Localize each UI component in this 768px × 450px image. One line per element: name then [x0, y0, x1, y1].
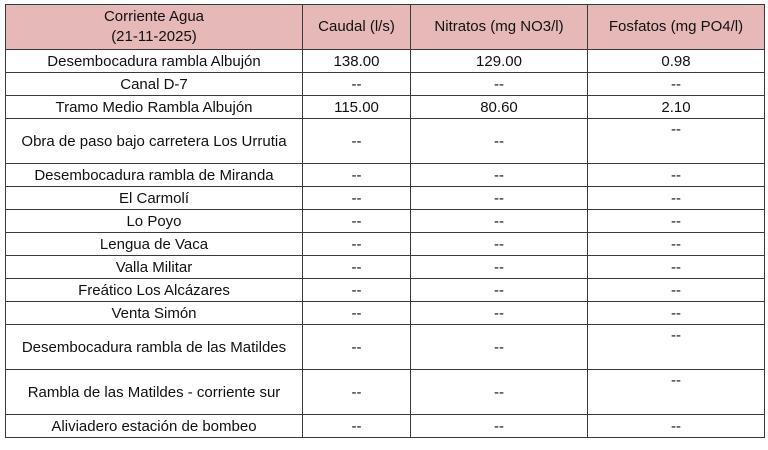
cell-location: Tramo Medio Rambla Albujón [6, 96, 303, 119]
cell-caudal: -- [303, 210, 411, 233]
table-row [6, 256, 765, 279]
cell-caudal: -- [303, 370, 411, 415]
header-location-date: (21-11-2025) [111, 28, 197, 45]
cell-nitratos: -- [411, 302, 588, 325]
table-row [6, 50, 765, 73]
cell-location: Desembocadura rambla Albujón [6, 50, 303, 73]
cell-caudal: -- [303, 73, 411, 96]
table-row [6, 279, 765, 302]
water-quality-table [5, 4, 765, 438]
cell-location: Freático Los Alcázares [6, 279, 303, 302]
cell-location: El Carmolí [6, 187, 303, 210]
cell-nitratos: -- [411, 73, 588, 96]
cell-fosfatos: -- [588, 73, 765, 96]
cell-nitratos: 80.60 [411, 96, 588, 119]
table-row [6, 210, 765, 233]
table-row [6, 302, 765, 325]
header-caudal: Caudal (l/s) [303, 5, 411, 50]
cell-nitratos: -- [411, 187, 588, 210]
header-fosfatos: Fosfatos (mg PO4/l) [588, 5, 765, 50]
cell-nitratos: -- [411, 164, 588, 187]
header-nitratos: Nitratos (mg NO3/l) [411, 5, 588, 50]
water-quality-table-container [5, 4, 764, 438]
cell-location: Desembocadura rambla de Miranda [6, 164, 303, 187]
cell-fosfatos: -- [588, 370, 765, 415]
cell-location: Venta Simón [6, 302, 303, 325]
cell-location: Lengua de Vaca [6, 233, 303, 256]
cell-caudal: -- [303, 233, 411, 256]
cell-caudal: 138.00 [303, 50, 411, 73]
cell-caudal: 115.00 [303, 96, 411, 119]
cell-location: Lo Poyo [6, 210, 303, 233]
cell-caudal: -- [303, 256, 411, 279]
cell-nitratos: -- [411, 210, 588, 233]
table-row [6, 233, 765, 256]
cell-nitratos: -- [411, 119, 588, 164]
cell-fosfatos: -- [588, 325, 765, 370]
header-row [6, 5, 765, 50]
cell-location: Desembocadura rambla de las Matildes [6, 325, 303, 370]
cell-fosfatos: -- [588, 119, 765, 164]
header-location-title: Corriente Agua [103, 8, 205, 25]
cell-caudal: -- [303, 119, 411, 164]
cell-nitratos: -- [411, 325, 588, 370]
cell-nitratos: -- [411, 279, 588, 302]
table-row [6, 415, 765, 438]
cell-fosfatos: -- [588, 164, 765, 187]
cell-nitratos: -- [411, 415, 588, 438]
cell-nitratos: 129.00 [411, 50, 588, 73]
cell-fosfatos: -- [588, 233, 765, 256]
cell-fosfatos: -- [588, 256, 765, 279]
cell-fosfatos: 0.98 [588, 50, 765, 73]
cell-location: Aliviadero estación de bombeo [6, 415, 303, 438]
cell-caudal: -- [303, 279, 411, 302]
cell-caudal: -- [303, 325, 411, 370]
table-row [6, 370, 765, 415]
table-row [6, 96, 765, 119]
cell-fosfatos: -- [588, 279, 765, 302]
cell-fosfatos: 2.10 [588, 96, 765, 119]
cell-nitratos: -- [411, 233, 588, 256]
cell-fosfatos: -- [588, 210, 765, 233]
cell-fosfatos: -- [588, 415, 765, 438]
cell-nitratos: -- [411, 256, 588, 279]
table-row [6, 187, 765, 210]
cell-location: Valla Militar [6, 256, 303, 279]
cell-caudal: -- [303, 302, 411, 325]
header-location [6, 5, 303, 50]
table-row [6, 325, 765, 370]
cell-caudal: -- [303, 187, 411, 210]
table-row [6, 73, 765, 96]
cell-caudal: -- [303, 164, 411, 187]
cell-location: Rambla de las Matildes - corriente sur [6, 370, 303, 415]
cell-nitratos: -- [411, 370, 588, 415]
table-row [6, 119, 765, 164]
cell-caudal: -- [303, 415, 411, 438]
table-row [6, 164, 765, 187]
cell-location: Obra de paso bajo carretera Los Urrutia [6, 119, 303, 164]
cell-location: Canal D-7 [6, 73, 303, 96]
cell-fosfatos: -- [588, 187, 765, 210]
cell-fosfatos: -- [588, 302, 765, 325]
